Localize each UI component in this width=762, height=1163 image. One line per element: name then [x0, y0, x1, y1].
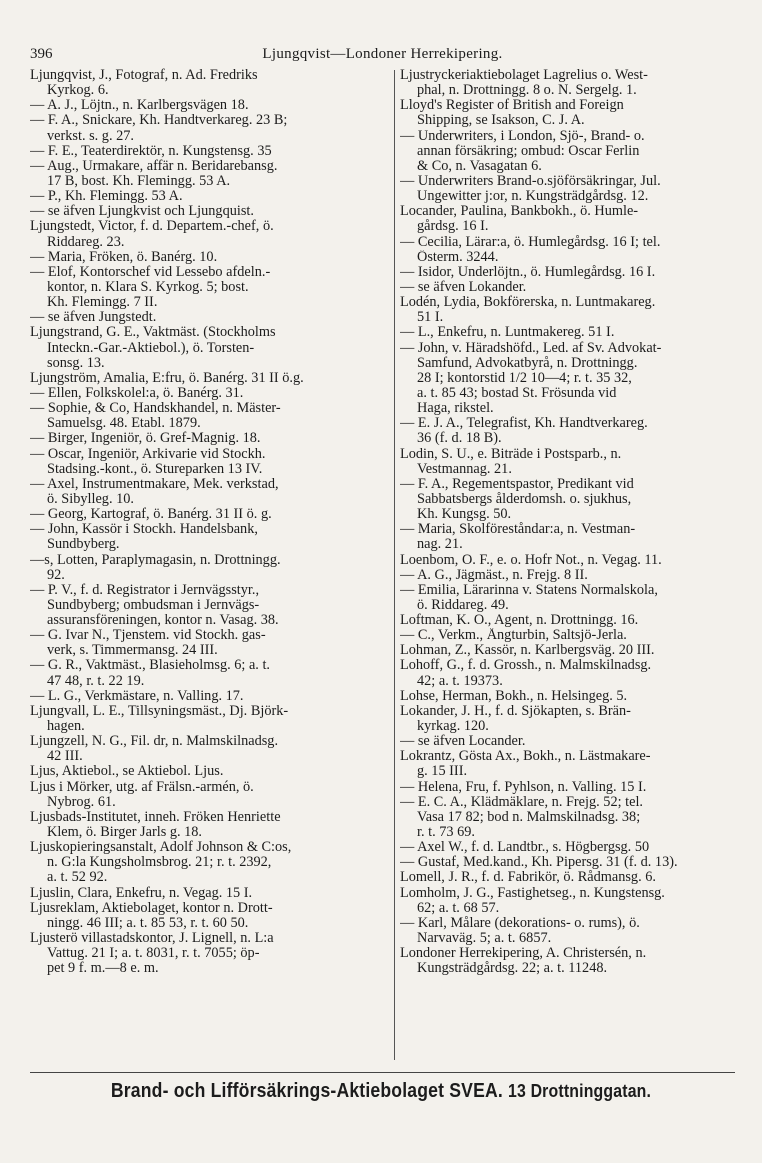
directory-entry-line: Österm. 3244.: [417, 249, 499, 265]
directory-entry-line: — Karl, Målare (dekorations- o. rums), ö.: [400, 915, 640, 931]
directory-entry-line: Lokander, J. H., f. d. Sjökapten, s. Brän-: [400, 703, 631, 719]
directory-entry-line: verkst. s. g. 27.: [47, 128, 134, 144]
directory-entry-line: Samuelsg. 48. Etabl. 1879.: [47, 416, 201, 432]
directory-entry-line: Lomholm, J. G., Fastighetseg., n. Kungstensg.: [400, 885, 665, 901]
directory-entry-line: Nybrog. 61.: [47, 794, 116, 810]
directory-entry-line: — se äfven Locander.: [400, 734, 526, 750]
directory-entry-line: Ungewitter j:or, n. Kungsträdgårdsg. 12.: [417, 189, 649, 205]
directory-entry-line: 28 I; kontorstid 1/2 10—4; r. t. 35 32,: [417, 370, 632, 386]
directory-entry-line: phal, n. Drottningg. 8 o. N. Sergelg. 1.: [417, 83, 637, 99]
directory-entry-line: 36 (f. d. 18 B).: [417, 431, 502, 447]
directory-entry-line: Ljungvall, L. E., Tillsyningsmäst., Dj. Björk-: [30, 703, 289, 719]
directory-entry-line: kontor, n. Klara S. Kyrkog. 5; bost.: [47, 279, 249, 295]
directory-entry-line: — E. J. A., Telegrafist, Kh. Handtverkareg.: [400, 416, 648, 432]
directory-entry-line: Vestmannag. 21.: [417, 461, 512, 477]
directory-entry-line: Haga, rikstel.: [417, 401, 494, 417]
footer-address: 13 Drottninggatan.: [508, 1081, 652, 1101]
footer-rule: [30, 1072, 735, 1073]
directory-entry-line: Ljungstedt, Victor, f. d. Departem.-chef, ö.: [30, 219, 274, 235]
directory-entry-line: — Elof, Kontorschef vid Lessebo afdeln.-: [30, 264, 271, 280]
directory-entry-line: Samfund, Advokatbyrå, n. Drottningg.: [417, 355, 638, 371]
directory-entry-line: — G. Ivar N., Tjenstem. vid Stockh. gas-: [30, 628, 266, 644]
directory-entry-line: — se äfven Ljungkvist och Ljungquist.: [30, 204, 254, 220]
directory-entry-line: — A. J., Löjtn., n. Karlbergsvägen 18.: [30, 98, 249, 114]
directory-entry-line: Sundbyberg; ombudsman i Jernvägs-: [47, 597, 260, 613]
directory-entry-line: Ljusterö villastadskontor, J. Lignell, n. L:a: [30, 931, 274, 947]
directory-entry-line: Ljungzell, N. G., Fil. dr, n. Malmskilnadsg.: [30, 734, 279, 750]
directory-entry-line: Ljuskopieringsanstalt, Adolf Johnson & C:os,: [30, 840, 292, 856]
directory-entry-line: verk, s. Timmermansg. 24 III.: [47, 643, 218, 659]
directory-entry-line: Lokrantz, Gösta Ax., Bokh., n. Lästmakare-: [400, 749, 651, 765]
directory-entry-line: Kyrkog. 6.: [47, 83, 109, 99]
directory-entry-line: — F. E., Teaterdirektör, n. Kungstensg. 35: [30, 143, 272, 159]
directory-entry-line: Kungsträdgårdsg. 22; a. t. 11248.: [417, 961, 608, 977]
directory-entry-line: Ljusbads-Institutet, inneh. Fröken Henriette: [30, 809, 281, 825]
directory-entry-line: kyrkag. 120.: [417, 719, 489, 735]
directory-entry-line: Vasa 17 82; bod n. Malmskilnadsg. 38;: [417, 809, 641, 825]
footer-company-name: Brand- och Lifförsäkrings-Aktiebolaget SVEA.: [110, 1080, 503, 1102]
directory-entry-line: annan försäkring; ombud: Oscar Ferlin: [417, 143, 640, 159]
directory-entry-line: — Underwriters, i London, Sjö-, Brand- o.: [400, 128, 645, 144]
running-head: Ljungqvist—Londoner Herrekipering.: [262, 46, 503, 62]
directory-entry-line: Ljus i Mörker, utg. af Frälsn.-armén, ö.: [30, 779, 254, 795]
directory-entry-line: — Oscar, Ingeniör, Arkivarie vid Stockh.: [30, 446, 266, 462]
directory-entry-line: — John, Kassör i Stockh. Handelsbank,: [30, 522, 258, 538]
directory-entry-line: 51 I.: [417, 310, 444, 326]
directory-entry-line: — Ellen, Folkskolel:a, ö. Banérg. 31.: [30, 385, 244, 401]
directory-entry-line: assuransföreningen, kontor n. Vasag. 38.: [47, 613, 279, 629]
directory-entry-line: Kh. Kungsg. 50.: [417, 507, 512, 523]
directory-entry-line: a. t. 52 92.: [47, 870, 108, 886]
directory-entry-line: 92.: [47, 567, 65, 583]
directory-entry-line: — Georg, Kartograf, ö. Banérg. 31 II ö. g.: [30, 507, 272, 523]
directory-entry-line: Locander, Paulina, Bankbokh., ö. Humle-: [400, 204, 639, 220]
directory-entry-line: r. t. 73 69.: [417, 825, 475, 841]
directory-entry-line: Stadsing.-kont., ö. Stureparken 13 IV.: [47, 461, 263, 477]
directory-entry-line: Ljungstrand, G. E., Vaktmäst. (Stockholms: [30, 325, 276, 341]
directory-entry-line: — Axel, Instrumentmakare, Mek. verkstad,: [30, 476, 279, 492]
directory-entry-line: Lodén, Lydia, Bokförerska, n. Luntmakareg.: [400, 295, 656, 311]
directory-entry-line: Loenbom, O. F., e. o. Hofr Not., n. Vegag. 11.: [400, 552, 662, 568]
directory-entry-line: — Helena, Fru, f. Pyhlson, n. Valling. 15 I.: [400, 779, 647, 795]
directory-entry-line: Ljustryckeriaktiebolaget Lagrelius o. West-: [400, 68, 648, 83]
directory-entry-line: — se äfven Jungstedt.: [30, 310, 157, 326]
directory-entry-line: — Aug., Urmakare, affär n. Beridarebansg.: [30, 158, 278, 174]
directory-entry-line: — Gustaf, Med.kand., Kh. Pipersg. 31 (f. d. 13).: [400, 855, 678, 871]
directory-entry-line: — L., Enkefru, n. Luntmakereg. 51 I.: [400, 325, 615, 341]
directory-entry-line: — se äfven Lokander.: [400, 279, 527, 295]
directory-entry-line: Lohoff, G., f. d. Grossh., n. Malmskilnadsg.: [400, 658, 652, 674]
directory-entry-line: nag. 21.: [417, 537, 463, 553]
directory-entry-line: 42 III.: [47, 749, 83, 765]
footer-advertisement: [46, 1080, 717, 1103]
directory-entry-line: Lomell, J. R., f. d. Fabrikör, ö. Rådmansg. 6.: [400, 870, 656, 886]
directory-entry-line: — Emilia, Lärarinna v. Statens Normalskola,: [400, 582, 658, 598]
directory-entry-line: pet 9 f. m.—8 e. m.: [47, 961, 159, 977]
page-header: [30, 46, 735, 66]
directory-entry-line: Kh. Flemingg. 7 II.: [47, 295, 158, 311]
page-number: 396: [30, 46, 53, 62]
right-column: [400, 68, 734, 976]
directory-entry-line: n. G:la Kungsholmsbrog. 21; r. t. 2392,: [47, 855, 272, 871]
directory-entry-line: Klem, ö. Birger Jarls g. 18.: [47, 825, 202, 841]
directory-entry-line: Riddareg. 23.: [47, 234, 125, 250]
directory-entry-line: — Underwriters Brand-o.sjöförsäkringar, Jul.: [400, 173, 661, 189]
directory-entry-line: gårdsg. 16 I.: [417, 219, 489, 235]
directory-entry-line: — A. G., Jägmäst., n. Frejg. 8 II.: [400, 567, 588, 583]
directory-entry-line: — C., Verkm., Ångturbin, Saltsjö-Jerla.: [400, 628, 627, 644]
directory-entry-line: Lloyd's Register of British and Foreign: [400, 98, 624, 114]
column-divider: [394, 70, 395, 1060]
directory-entry-line: Loftman, K. O., Agent, n. Drottningg. 16.: [400, 613, 639, 629]
directory-entry-line: — Maria, Fröken, ö. Banérg. 10.: [30, 249, 218, 265]
directory-entry-line: — F. A., Snickare, Kh. Handtverkareg. 23 B;: [30, 113, 288, 129]
directory-entry-line: 17 B, bost. Kh. Flemingg. 53 A.: [47, 173, 231, 189]
directory-entry-line: —s, Lotten, Paraplymagasin, n. Drottningg.: [30, 552, 281, 568]
directory-entry-line: Ljungqvist, J., Fotograf, n. Ad. Fredriks: [30, 68, 258, 83]
directory-entry-line: & Co, n. Vasagatan 6.: [417, 158, 542, 174]
directory-entry-line: Ljungström, Amalia, E:fru, ö. Banérg. 31 II ö.g.: [30, 370, 304, 386]
directory-entry-line: hagen.: [47, 719, 85, 735]
directory-entry-line: — Cecilia, Lärar:a, ö. Humlegårdsg. 16 I; tel.: [400, 234, 661, 250]
directory-entry-line: — Sophie, & Co, Handskhandel, n. Mäster-: [30, 401, 281, 417]
directory-entry-line: Sabbatsbergs ålderdomsh. o. sjukhus,: [417, 491, 632, 507]
directory-entry-line: sonsg. 13.: [47, 355, 105, 371]
directory-entry-line: ö. Sibylleg. 10.: [47, 491, 134, 507]
directory-entry-line: Londoner Herrekipering, A. Christersén, n.: [400, 946, 647, 962]
directory-entry-line: — L. G., Verkmästare, n. Valling. 17.: [30, 688, 244, 704]
directory-entry-line: Vattug. 21 I; a. t. 8031, r. t. 7055; öp-: [47, 946, 260, 962]
directory-entry-line: Lodin, S. U., e. Biträde i Postsparb., n.: [400, 446, 622, 462]
directory-entry-line: — F. A., Regementspastor, Predikant vid: [400, 476, 634, 492]
directory-entry-line: a. t. 85 43; bostad St. Frösunda vid: [417, 385, 617, 401]
directory-entry-line: g. 15 III.: [417, 764, 468, 780]
directory-entry-line: — Maria, Skolföreståndar:a, n. Vestman-: [400, 522, 636, 538]
directory-entry-line: — John, v. Häradshöfd., Led. af Sv. Advokat-: [400, 340, 662, 356]
directory-entry-line: — Axel W., f. d. Landtbr., s. Högbergsg. 50: [400, 840, 650, 856]
directory-entry-line: Shipping, se Isakson, C. J. A.: [417, 113, 585, 129]
directory-entry-line: ö. Riddareg. 49.: [417, 597, 509, 613]
directory-entry-line: — P. V., f. d. Registrator i Jernvägsstyr.,: [30, 582, 260, 598]
directory-entry-line: — P., Kh. Flemingg. 53 A.: [30, 189, 183, 205]
directory-entry-line: — E. C. A., Klädmäklare, n. Frejg. 52; tel.: [400, 794, 644, 810]
directory-entry-line: Lohman, Z., Kassör, n. Karlbergsväg. 20 III.: [400, 643, 655, 659]
directory-entry-line: — G. R., Vaktmäst., Blasieholmsg. 6; a. t.: [30, 658, 270, 674]
directory-entry-line: Inteckn.-Gar.-Aktiebol.), ö. Torsten-: [47, 340, 255, 356]
left-column: [30, 68, 390, 976]
directory-entry-line: — Birger, Ingeniör, ö. Gref-Magnig. 18.: [30, 431, 261, 447]
directory-entry-line: Ljus, Aktiebol., se Aktiebol. Ljus.: [30, 764, 224, 780]
directory-entry-line: 47 48, r. t. 22 19.: [47, 673, 145, 689]
directory-entry-line: Lohse, Herman, Bokh., n. Helsingeg. 5.: [400, 688, 628, 704]
directory-entry-line: Narvaväg. 5; a. t. 6857.: [417, 931, 552, 947]
directory-entry-line: Sundbyberg.: [47, 537, 120, 553]
directory-entry-line: 62; a. t. 68 57.: [417, 900, 500, 916]
directory-entry-line: ningg. 46 III; a. t. 85 53, r. t. 60 50.: [47, 915, 249, 931]
directory-entry-line: Ljuslin, Clara, Enkefru, n. Vegag. 15 I.: [30, 885, 253, 901]
directory-entry-line: — Isidor, Underlöjtn., ö. Humlegårdsg. 16 I.: [400, 264, 656, 280]
directory-entry-line: Ljusreklam, Aktiebolaget, kontor n. Drott-: [30, 900, 273, 916]
directory-entry-line: 42; a. t. 19373.: [417, 673, 503, 689]
